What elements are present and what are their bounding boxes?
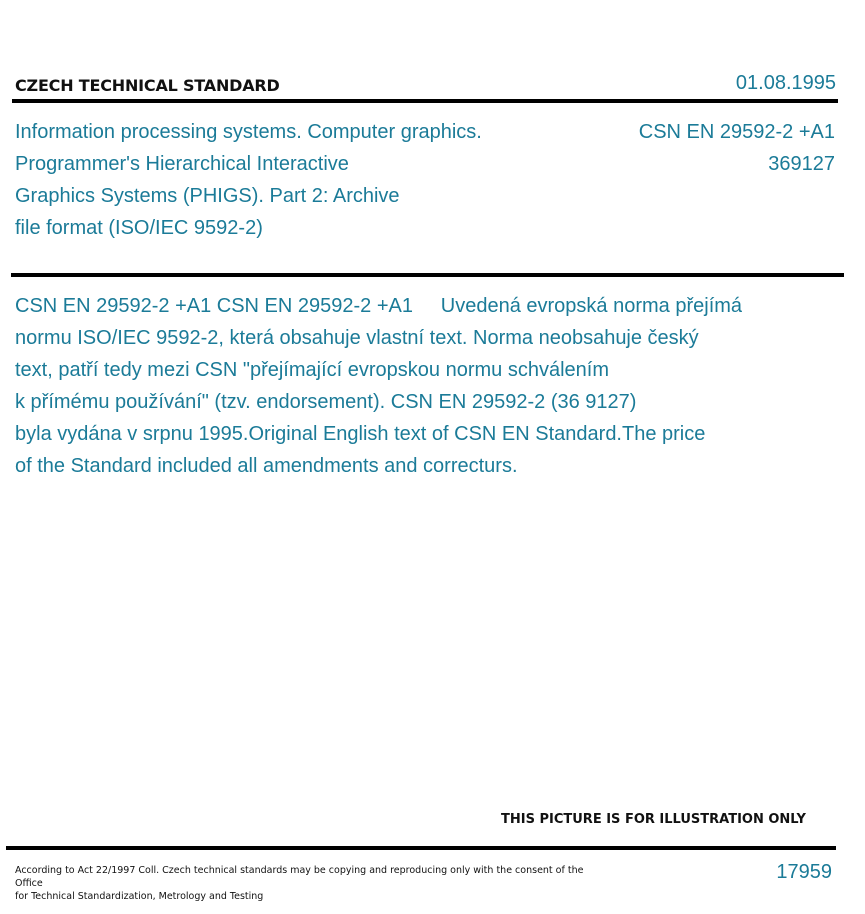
document-number: 17959 (776, 861, 832, 883)
description-line: byla vydána v srpnu 1995.Original English text of CSN EN Standard.The price (15, 423, 706, 445)
classification-number: 369127 (768, 153, 835, 175)
standard-title-line: Programmer's Hierarchical Interactive (15, 153, 349, 175)
standard-title-line: file format (ISO/IEC 9592-2) (15, 217, 263, 239)
description-line: of the Standard included all amendments and correcturs. (15, 455, 518, 477)
standard-title-line: Information processing systems. Computer graphics. (15, 121, 482, 143)
description-line: CSN EN 29592-2 +A1 CSN EN 29592-2 +A1 Uvedená evropská norma přejímá (15, 295, 743, 317)
section-divider (11, 273, 844, 277)
standard-title (15, 116, 575, 244)
legal-notice (15, 864, 585, 903)
footer-divider (6, 846, 836, 850)
standard-identifiers (639, 116, 835, 180)
description-line: normu ISO/IEC 9592-2, která obsahuje vlastní text. Norma neobsahuje český (15, 327, 699, 349)
legal-notice-line: for Technical Standardization, Metrology and Testing (15, 891, 264, 902)
description-line: k přímému používání" (tzv. endorsement). CSN EN 29592-2 (36 9127) (15, 391, 637, 413)
description-line: text, patří tedy mezi CSN "přejímající evropskou normu schválením (15, 359, 609, 381)
document-type-heading: CZECH TECHNICAL STANDARD (15, 76, 280, 95)
header-divider (12, 99, 838, 103)
standard-title-line: Graphics Systems (PHIGS). Part 2: Archive (15, 185, 400, 207)
standard-description (15, 290, 835, 482)
legal-notice-line: According to Act 22/1997 Coll. Czech technical standards may be copying and reproducing only with the consent of the Office (15, 865, 584, 889)
publication-date: 01.08.1995 (735, 72, 836, 94)
illustration-disclaimer: THIS PICTURE IS FOR ILLUSTRATION ONLY (501, 812, 806, 827)
standard-code: CSN EN 29592-2 +A1 (638, 121, 835, 143)
